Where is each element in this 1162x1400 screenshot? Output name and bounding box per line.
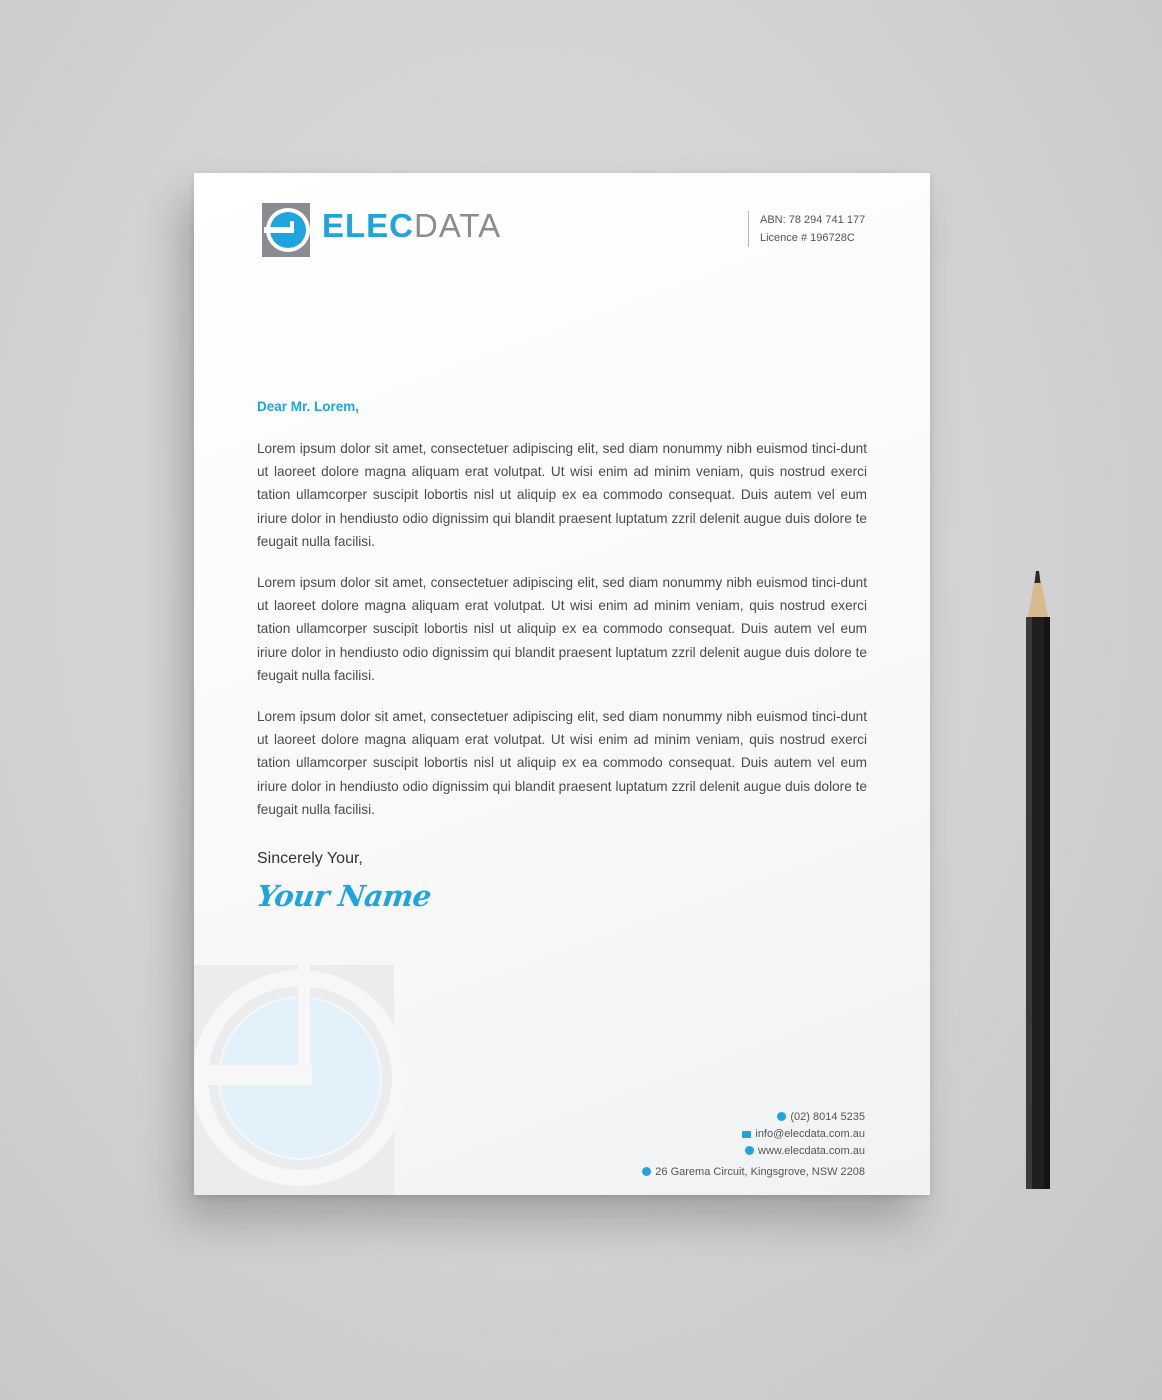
- address-text: 26 Garema Circuit, Kingsgrove, NSW 2208: [655, 1166, 865, 1178]
- email-text[interactable]: info@elecdata.com.au: [755, 1128, 865, 1140]
- brand-word-secondary: DATA: [414, 207, 502, 244]
- contact-email[interactable]: [642, 1126, 865, 1143]
- brand-wordmark: [322, 209, 501, 242]
- licence-number: Licence # 196728C: [760, 232, 855, 244]
- body-paragraph: Lorem ipsum dolor sit amet, consectetuer adipiscing elit, sed diam nonummy nibh euismod tinci-dunt ut laoreet dolore magna aliquam erat volutpat. Ut wisi enim ad minim veniam, quis nostrud exerci tation ullamcorper suscipit lobortis nisl ut aliquip ex ea commodo consequat. Duis autem vel eum iriure dolor in hendiusto odio dignissim qui blandit praesent luptatum zzril delenit augue duis dolore te feugait nulla facilisi.: [257, 441, 867, 549]
- phone-icon: [777, 1112, 786, 1121]
- location-icon: [642, 1167, 651, 1176]
- contact-block: [642, 1109, 865, 1181]
- contact-address: [642, 1164, 865, 1181]
- letterhead-page: [194, 173, 930, 1195]
- globe-icon: [745, 1146, 754, 1155]
- website-text[interactable]: www.elecdata.com.au: [758, 1145, 865, 1157]
- contact-website[interactable]: [642, 1143, 865, 1160]
- contact-phone: [642, 1109, 865, 1126]
- abn-number: ABN: 78 294 741 177: [760, 214, 866, 226]
- logo-mark-icon: [262, 201, 318, 259]
- logo-watermark-icon: [194, 961, 414, 1195]
- brand-word-primary: ELEC: [322, 207, 415, 244]
- registration-block: [748, 211, 865, 247]
- pencil-icon: [1018, 565, 1058, 1195]
- signature: Your Name: [254, 879, 434, 913]
- body-paragraph: Lorem ipsum dolor sit amet, consectetuer adipiscing elit, sed diam nonummy nibh euismod tinci-dunt ut laoreet dolore magna aliquam erat volutpat. Ut wisi enim ad minim veniam, quis nostrud exerci tation ullamcorper suscipit lobortis nisl ut aliquip ex ea commodo consequat. Duis autem vel eum iriure dolor in hendiusto odio dignissim qui blandit praesent luptatum zzril delenit augue duis dolore te feugait nulla facilisi.: [257, 575, 867, 683]
- brand-logo: [262, 201, 552, 259]
- body-paragraph: Lorem ipsum dolor sit amet, consectetuer adipiscing elit, sed diam nonummy nibh euismod tinci-dunt ut laoreet dolore magna aliquam erat volutpat. Ut wisi enim ad minim veniam, quis nostrud exerci tation ullamcorper suscipit lobortis nisl ut aliquip ex ea commodo consequat. Duis autem vel eum iriure dolor in hendiusto odio dignissim qui blandit praesent luptatum zzril delenit augue duis dolore te feugait nulla facilisi.: [257, 709, 867, 817]
- mail-icon: [742, 1131, 751, 1138]
- phone-text: (02) 8014 5235: [790, 1111, 865, 1123]
- letter-greeting: Dear Mr. Lorem,: [257, 399, 360, 414]
- letter-closing: Sincerely Your,: [257, 850, 363, 867]
